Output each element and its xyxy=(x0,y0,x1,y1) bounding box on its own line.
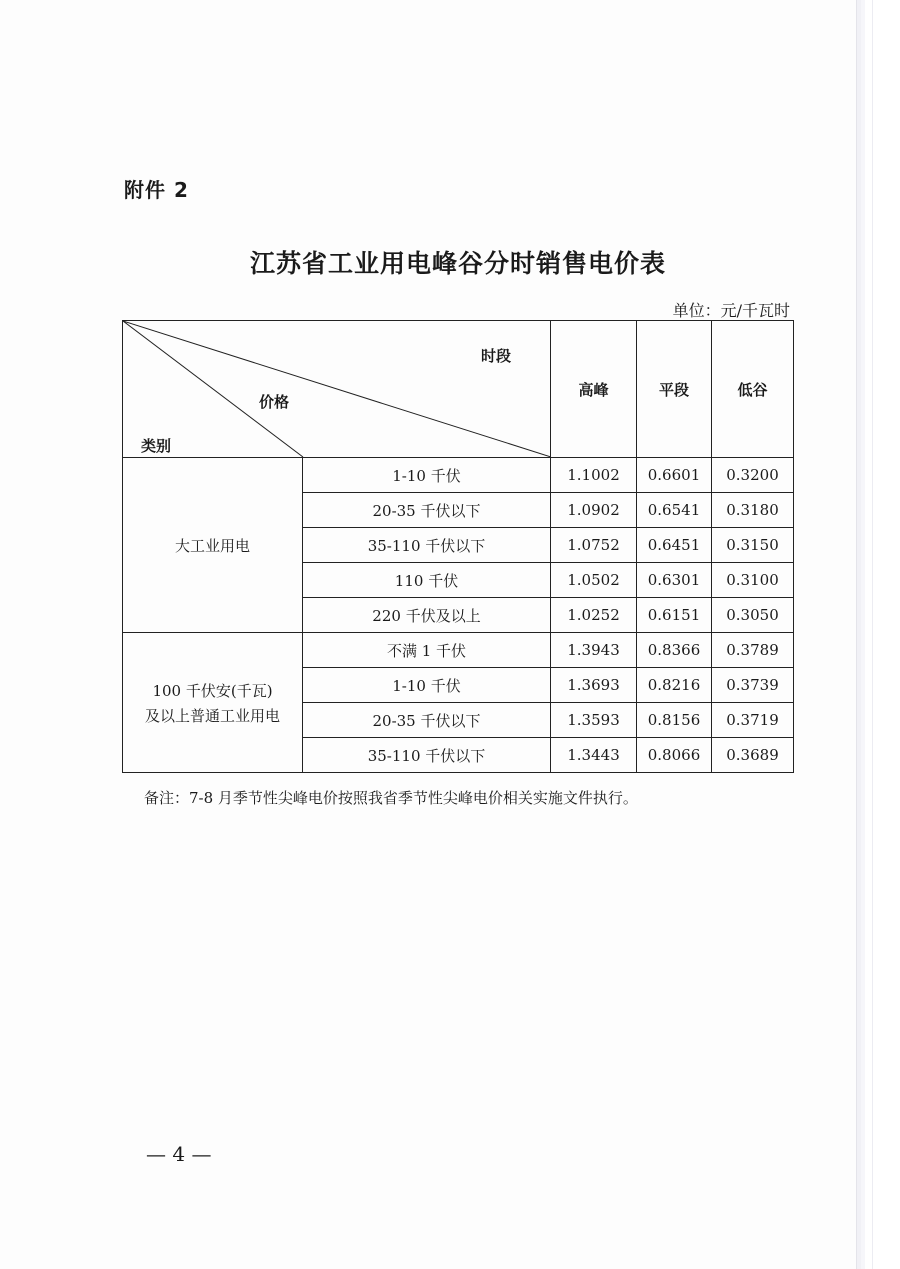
group-name-cell xyxy=(123,633,303,773)
voltage-cell: 1-10 千伏 xyxy=(303,668,551,703)
flat-price-cell: 0.8066 xyxy=(637,738,712,773)
document-title: 江苏省工业用电峰谷分时销售电价表 xyxy=(249,249,666,278)
voltage-cell: 不满 1 千伏 xyxy=(303,633,551,668)
voltage-cell: 35-110 千伏以下 xyxy=(303,738,551,773)
peak-price-cell: 1.0752 xyxy=(551,528,637,563)
flat-price-cell: 0.6151 xyxy=(637,598,712,633)
voltage-cell: 20-35 千伏以下 xyxy=(303,493,551,528)
price-label: 价格 xyxy=(259,393,290,411)
group-name-line: 100 千伏安(千瓦) xyxy=(152,681,273,700)
page-edge xyxy=(872,0,873,1269)
voltage-cell: 220 千伏及以上 xyxy=(303,598,551,633)
flat-price-cell: 0.6301 xyxy=(637,563,712,598)
valley-price-cell: 0.3150 xyxy=(712,528,794,563)
table-row xyxy=(123,633,794,668)
flat-price-cell: 0.6451 xyxy=(637,528,712,563)
table-header-row xyxy=(123,321,794,458)
peak-price-cell: 1.3593 xyxy=(551,703,637,738)
peak-price-cell: 1.0252 xyxy=(551,598,637,633)
diagonal-lines xyxy=(123,321,551,457)
valley-price-cell: 0.3050 xyxy=(712,598,794,633)
peak-price-cell: 1.0902 xyxy=(551,493,637,528)
flat-header: 平段 xyxy=(637,321,712,458)
time-period-label: 时段 xyxy=(481,347,512,365)
voltage-cell: 110 千伏 xyxy=(303,563,551,598)
valley-price-cell: 0.3739 xyxy=(712,668,794,703)
footnote: 备注：7-8 月季节性尖峰电价按照我省季节性尖峰电价相关实施文件执行。 xyxy=(144,789,638,807)
peak-price-cell: 1.3943 xyxy=(551,633,637,668)
price-table xyxy=(122,320,794,773)
peak-price-cell: 1.3443 xyxy=(551,738,637,773)
valley-price-cell: 0.3180 xyxy=(712,493,794,528)
table-row xyxy=(123,458,794,493)
voltage-cell: 35-110 千伏以下 xyxy=(303,528,551,563)
valley-price-cell: 0.3689 xyxy=(712,738,794,773)
valley-price-cell: 0.3719 xyxy=(712,703,794,738)
valley-price-cell: 0.3200 xyxy=(712,458,794,493)
flat-price-cell: 0.8216 xyxy=(637,668,712,703)
flat-price-cell: 0.8366 xyxy=(637,633,712,668)
diagonal-header-cell xyxy=(123,321,551,458)
flat-price-cell: 0.6541 xyxy=(637,493,712,528)
page-number: — 4 — xyxy=(146,1142,212,1166)
voltage-cell: 20-35 千伏以下 xyxy=(303,703,551,738)
peak-price-cell: 1.0502 xyxy=(551,563,637,598)
peak-price-cell: 1.1002 xyxy=(551,458,637,493)
flat-price-cell: 0.6601 xyxy=(637,458,712,493)
category-label: 类别 xyxy=(141,437,172,455)
attachment-label: 附件 2 xyxy=(124,178,189,202)
peak-header: 高峰 xyxy=(551,321,637,458)
flat-price-cell: 0.8156 xyxy=(637,703,712,738)
unit-label: 单位：元/千瓦时 xyxy=(672,301,790,320)
voltage-cell: 1-10 千伏 xyxy=(303,458,551,493)
valley-price-cell: 0.3100 xyxy=(712,563,794,598)
group-name-line: 及以上普通工业用电 xyxy=(144,706,280,725)
valley-price-cell: 0.3789 xyxy=(712,633,794,668)
peak-price-cell: 1.3693 xyxy=(551,668,637,703)
group-name-cell: 大工业用电 xyxy=(123,458,303,633)
valley-header: 低谷 xyxy=(712,321,794,458)
